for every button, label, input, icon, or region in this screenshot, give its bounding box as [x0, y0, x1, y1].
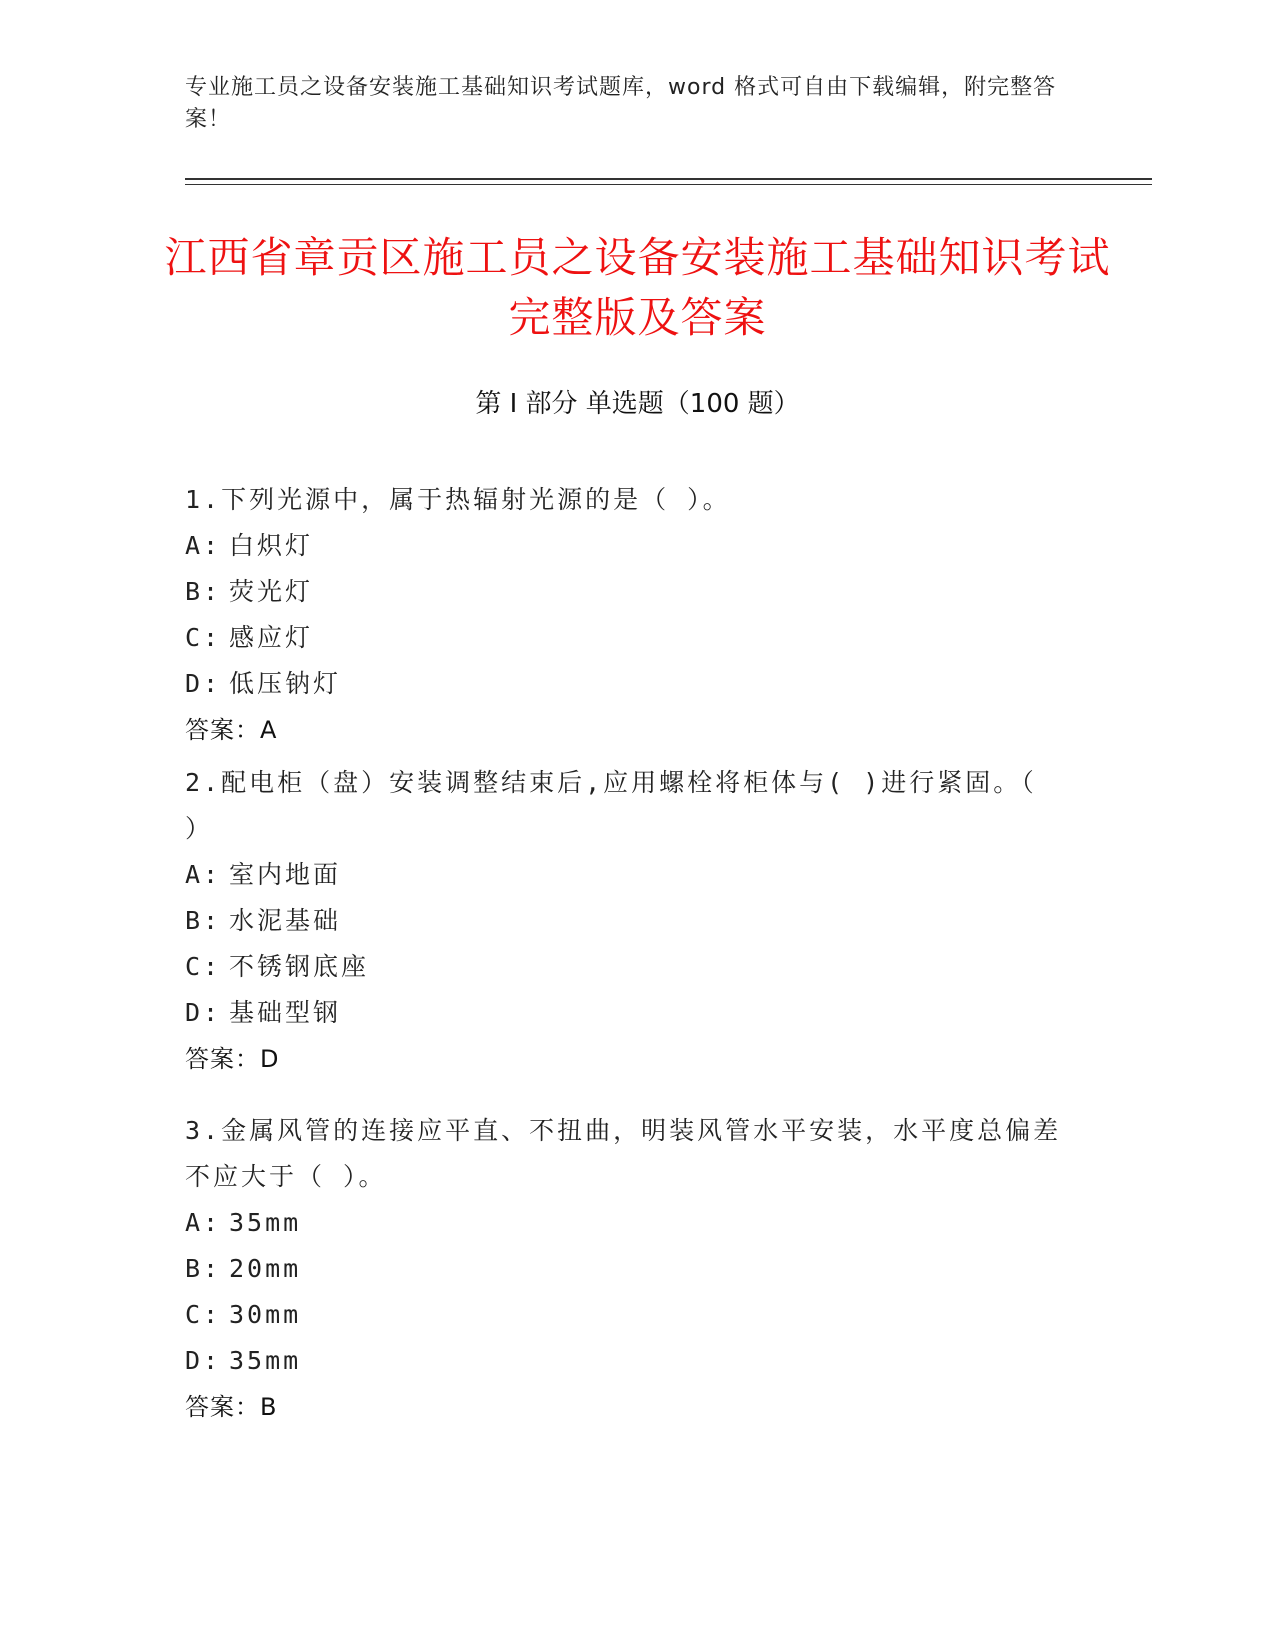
option-a [185, 1200, 1065, 1246]
header-note: 专业施工员之设备安装施工基础知识考试题库，word 格式可自由下载编辑，附完整答案！ [185, 75, 1057, 132]
answer-line: 答案：A [185, 716, 278, 744]
option-b [185, 1246, 1065, 1292]
question-stem: 2.配电柜（盘）安装调整结束后,应用螺栓将柜体与( )进行紧固。（ ） [185, 768, 1037, 843]
option-text: 30mm [229, 1300, 302, 1329]
option-d [185, 990, 1065, 1036]
option-text: 不锈钢底座 [229, 952, 370, 981]
option-d [185, 661, 1065, 707]
option-key: A: [185, 531, 222, 560]
option-text: 35mm [229, 1208, 302, 1237]
answer-line: 答案：D [185, 1045, 280, 1073]
option-key: C: [185, 623, 222, 652]
option-text: 35mm [229, 1346, 302, 1375]
header-divider-thin [185, 184, 1152, 185]
option-key: D: [185, 998, 222, 1027]
option-text: 水泥基础 [229, 906, 342, 935]
option-key: A: [185, 860, 222, 889]
question-1 [185, 477, 1065, 753]
option-text: 室内地面 [229, 860, 342, 889]
option-text: 白炽灯 [229, 531, 314, 560]
header-divider-thick [185, 178, 1152, 180]
option-key: C: [185, 952, 222, 981]
document-title: 江西省章贡区施工员之设备安装施工基础知识考试完整版及答案 [164, 233, 1111, 342]
section-title: 第 I 部分 单选题（100 题） [475, 389, 800, 419]
option-a [185, 852, 1065, 898]
option-c [185, 615, 1065, 661]
answer-line: 答案：B [185, 1393, 278, 1421]
option-text: 荧光灯 [229, 577, 314, 606]
question-2 [185, 760, 1065, 1082]
question-stem: 1.下列光源中，属于热辐射光源的是（ ）。 [185, 485, 731, 514]
option-key: B: [185, 1254, 222, 1283]
option-text: 感应灯 [229, 623, 314, 652]
option-b [185, 898, 1065, 944]
option-text: 低压钠灯 [229, 669, 342, 698]
option-b [185, 569, 1065, 615]
option-c [185, 944, 1065, 990]
question-3 [185, 1108, 1065, 1430]
option-key: D: [185, 669, 222, 698]
option-a [185, 523, 1065, 569]
option-c [185, 1292, 1065, 1338]
option-key: A: [185, 1208, 222, 1237]
option-d [185, 1338, 1065, 1384]
option-key: B: [185, 577, 222, 606]
option-key: B: [185, 906, 222, 935]
option-text: 基础型钢 [229, 998, 342, 1027]
option-key: C: [185, 1300, 222, 1329]
question-stem: 3.金属风管的连接应平直、不扭曲，明装风管水平安装，水平度总偏差不应大于（ ）。 [185, 1116, 1062, 1191]
option-key: D: [185, 1346, 222, 1375]
option-text: 20mm [229, 1254, 302, 1283]
